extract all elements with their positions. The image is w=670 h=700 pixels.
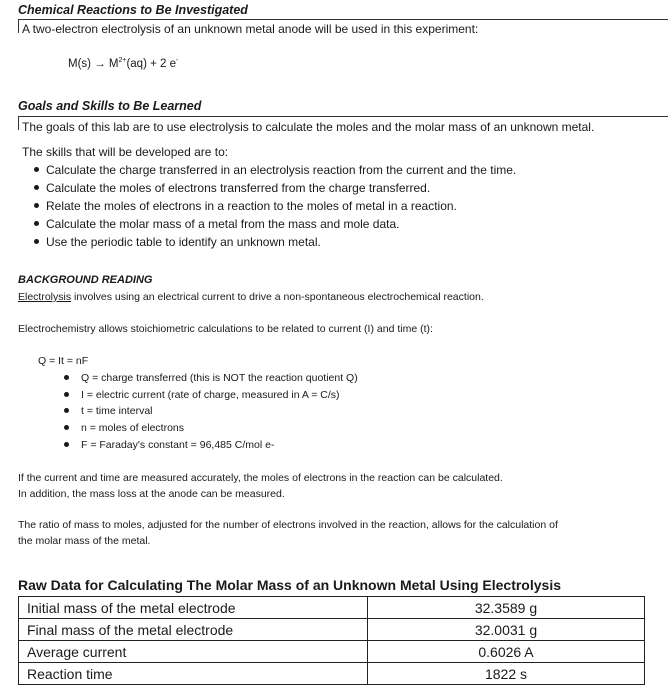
- row-label: Initial mass of the metal electrode: [19, 597, 368, 619]
- goals-side-rule: [18, 116, 19, 130]
- skill-item: [34, 199, 457, 213]
- bullet-icon: [64, 408, 69, 413]
- definition-text: t = time interval: [81, 405, 153, 417]
- skill-text: Relate the moles of electrons in a reaction to the moles of metal in a reaction.: [46, 199, 457, 213]
- bullet-icon: [64, 442, 69, 447]
- skill-item: [34, 217, 400, 231]
- electrolysis-definition: [18, 291, 484, 303]
- definition-item: [64, 372, 358, 384]
- heading-side-rule: [18, 19, 19, 33]
- bullet-icon: [64, 392, 69, 397]
- paragraph-line: The ratio of mass to moles, adjusted for the number of electrons involved in the reaction, allows for the calculation of: [18, 519, 558, 531]
- electrolysis-term: Electrolysis: [18, 291, 72, 303]
- reaction-arrow-icon: →: [94, 57, 106, 70]
- skill-item: [34, 181, 430, 195]
- definition-item: [64, 422, 184, 434]
- row-label: Reaction time: [19, 663, 368, 685]
- heading-rule: [18, 19, 668, 20]
- goals-rule: [18, 116, 668, 117]
- table-row: [19, 597, 645, 619]
- bullet-icon: [34, 221, 39, 226]
- paragraph-line: If the current and time are measured accurately, the moles of electrons in the reaction can be calculated.: [18, 472, 503, 484]
- goals-text: The goals of this lab are to use electrolysis to calculate the moles and the molar mass of an unknown metal.: [22, 120, 595, 134]
- table-row: [19, 641, 645, 663]
- bullet-icon: [34, 167, 39, 172]
- row-value: 0.6026 A: [368, 641, 645, 663]
- skills-intro: The skills that will be developed are to:: [22, 145, 229, 159]
- table-row: [19, 663, 645, 685]
- half-reaction-equation: [68, 57, 178, 70]
- stoichiometry-text: Electrochemistry allows stoichiometric calculations to be related to current (I) and time (t):: [18, 323, 433, 335]
- skill-item: [34, 235, 321, 249]
- bullet-icon: [64, 375, 69, 380]
- bullet-icon: [34, 203, 39, 208]
- definition-text: n = moles of electrons: [81, 422, 185, 434]
- definition-text: Q = charge transferred (this is NOT the reaction quotient Q): [81, 372, 358, 384]
- bullet-icon: [34, 239, 39, 244]
- row-label: Average current: [19, 641, 368, 663]
- paragraph-line: In addition, the mass loss at the anode can be measured.: [18, 488, 285, 500]
- equation-ion-charge: 2+: [118, 57, 127, 64]
- raw-data-title: Raw Data for Calculating The Molar Mass of an Unknown Metal Using Electrolysis: [18, 577, 561, 593]
- definition-item: [64, 405, 153, 417]
- skill-item: [34, 163, 516, 177]
- row-value: 32.3589 g: [368, 597, 645, 619]
- equation-electron-charge: -: [176, 57, 179, 64]
- definition-text: F = Faraday's constant = 96,485 C/mol e-: [81, 439, 275, 451]
- definition-text: I = electric current (rate of charge, measured in A = C/s): [81, 389, 340, 401]
- paragraph-line: the molar mass of the metal.: [18, 535, 151, 547]
- goals-heading: Goals and Skills to Be Learned: [18, 99, 202, 113]
- skill-text: Calculate the moles of electrons transferred from the charge transferred.: [46, 181, 431, 195]
- row-value: 1822 s: [368, 663, 645, 685]
- skill-text: Use the periodic table to identify an unknown metal.: [46, 235, 321, 249]
- table-row: [19, 619, 645, 641]
- row-label: Final mass of the metal electrode: [19, 619, 368, 641]
- definition-item: [64, 439, 274, 451]
- equation-rhs: (aq) + 2 e: [126, 57, 176, 70]
- skill-text: Calculate the charge transferred in an electrolysis reaction from the current and the time.: [46, 163, 517, 177]
- background-heading: BACKGROUND READING: [18, 274, 153, 286]
- equation-metal-ion: M: [105, 57, 119, 70]
- chemical-reactions-heading: Chemical Reactions to Be Investigated: [18, 3, 248, 17]
- bullet-icon: [34, 185, 39, 190]
- electrolysis-def-text: involves using an electrical current to drive a non-spontaneous electrochemical reaction.: [71, 291, 484, 303]
- equation-lhs: M(s): [68, 57, 95, 70]
- bullet-icon: [64, 425, 69, 430]
- definition-item: [64, 389, 340, 401]
- row-value: 32.0031 g: [368, 619, 645, 641]
- skill-text: Calculate the molar mass of a metal from the mass and mole data.: [46, 217, 400, 231]
- raw-data-table: [18, 596, 645, 685]
- experiment-intro: A two-electron electrolysis of an unknown metal anode will be used in this experiment:: [22, 22, 479, 36]
- charge-formula: Q = It = nF: [38, 355, 89, 367]
